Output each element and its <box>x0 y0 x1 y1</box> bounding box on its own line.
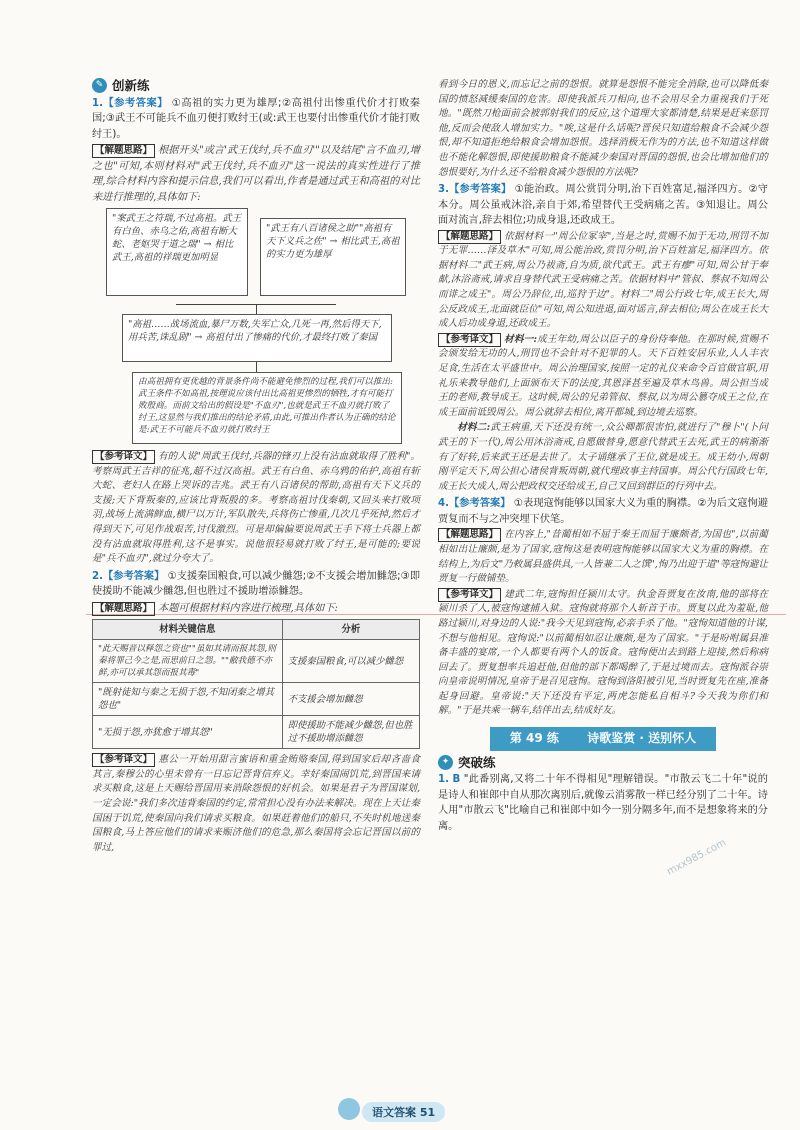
translation-part2: 武王病重,天下还没有统一,众公卿都很害怕,就进行了"穆卜"(卜问武王的下一代),周公用沐浴斋戒,自愿做替身,愿意代替武王去死,武王的病渐渐有了好转,后来武王还是去世了。太子诵继承了王位,就是成王。成王幼小,周朝刚平定天下,周公担心诸侯背叛周朝,就代理政事主持国事。周公代行国政七年,成王长大成人,周公把政权交还给成王,自己又回到群臣的行列中去。 <box>438 422 769 492</box>
analysis-label: 【解题思路】 <box>438 528 501 542</box>
answer-tag: 【参考答案】 <box>102 570 165 582</box>
lesson-title: 诗歌鉴赏 · 送别怀人 <box>577 729 706 749</box>
table-cell: "既射徒知与秦之无损于怨,不知闭秦之增其怨也" <box>93 683 283 716</box>
left-column <box>92 78 420 856</box>
answer-tag: 【参考答案】 <box>448 498 511 510</box>
reasoning-diagram <box>92 208 420 446</box>
analysis-label: 【解题思路】 <box>92 602 155 616</box>
q3-answer <box>438 182 768 229</box>
analysis-table <box>92 619 420 749</box>
answer-explanation: "此番别离,又将二十年不得相见"理解错误。"市散云飞二十年"说的是诗人和崔郎中自从那次离别后,就像云消雾散一样已经分别了二十年。诗人用"市散云飞"比喻自己和崔郎中如今一别分隔多年,而不是想象将来的分离。 <box>438 774 768 832</box>
table-header: 材料关键信息 <box>93 620 283 640</box>
breakthrough-answer <box>438 772 768 834</box>
translation-part1: 成王年幼,周公以臣子的身份侍奉他。在那时候,赏赐不会颁发给无功的人,刑罚也不会针对不犯罪的人。天下百姓安居乐业,人人丰衣足食,生活在太平盛世中。周公治理国家,按照一定的礼仪来命令百官做官职,用礼乐来教导他们,上面颁布天下的法度,其恩泽甚至遍及草木鸟兽。周公担当成王的老师,教导成王。这时候,周公的兄弟管叔、蔡叔,以为周公篡夺成王之位,在成王面前诋毁周公。周公就辞去相位,离开都城,到边境去巡察。 <box>438 333 768 418</box>
section-title: 突破练 <box>458 754 496 770</box>
q3-translation-2 <box>438 421 768 494</box>
table-cell: 支援秦国粮食,可以减少雠怨 <box>282 640 419 683</box>
table-cell: 即使援助不能减少雠怨,但也胜过不援助增添雠怨 <box>282 716 419 749</box>
connector-arrow <box>256 304 257 314</box>
translation-part1-head: 材料一: <box>504 333 538 345</box>
analysis-text: 根据开头"或言'武王伐纣,兵不血刃'"以及结尾"言不血刃,增之也"可知,本则材料对"武王伐纣,兵不血刃"这一说法的真实性进行了推理,综合材料内容和提示信息,我们可以看出,作者是通过武王和高祖的对比来进行推理的,具体如下: <box>92 145 420 203</box>
table-row <box>93 716 420 749</box>
watermark: mxx985.com <box>665 837 728 878</box>
q4-answer <box>438 496 768 527</box>
translation-label: 【参考译文】 <box>438 333 501 347</box>
diagram-box-cost: "高祖……战场流血,暴尸万数,失军亡众,几死一再,然后得天下,用兵苦,诛乱剧" → 高祖付出了惨痛的代价,才最终打败了秦国 <box>122 314 392 362</box>
section-icon: ✎ <box>92 78 107 93</box>
section-header-innovation <box>92 78 420 94</box>
analysis-label: 【解题思路】 <box>92 144 155 158</box>
analysis-text: 本题可根据材料内容进行梳理,具体如下: <box>158 602 338 614</box>
lesson-number: 第 49 练 <box>500 729 569 749</box>
answer-letter: B <box>452 774 461 786</box>
table-cell: "无损于怨,亦犹愈于增其怨" <box>93 716 283 749</box>
translation-label: 【参考译文】 <box>438 588 501 602</box>
q3-translation <box>438 333 768 421</box>
q1-translation <box>92 450 420 567</box>
diagram-box-omens: "案武王之符瑞,不过高祖。武王有白鱼、赤乌之佑,高祖有断大蛇、老妪哭于道之瑞" → 相比武王,高祖的祥瑞更加明显 <box>106 208 248 296</box>
right-column <box>438 78 768 835</box>
question-number: 4. <box>438 498 449 510</box>
lesson-banner <box>438 727 768 751</box>
q2-translation-continued: 看到今日的恩义,而忘记之前的怨恨。就算是怨恨不能完全消除,也可以降低秦国的愤怒减缓秦国的危害。即使我派兵刀相向,也不会用尽全力重视我们于死地。"既然刀枪面前会被郭射我们的反应,这个道理大家都清楚,结果是赶来惩罚他,反而会使敌人增加实力。"唉,这是什么话呢?晋侯只知道给粮食不会减少怨恨,却不知道拒绝给粮食会增加怨恨。选择消极无作为的方法,也不知道这样做也不能化解怨恨,即使援助粮食不能减少秦国对晋国的怨恨,也会比增加他们的怨恨要好,为什么还不给粮食减少怨恨的方法呢? <box>438 79 768 178</box>
question-number: 1. <box>438 774 449 786</box>
answer-tag: 【参考答案】 <box>448 184 512 196</box>
section-title: 创新练 <box>112 78 150 93</box>
q3-analysis <box>438 230 768 332</box>
translation-text: 惠公一开始用甜言蜜语和重金贿赂秦国,得到国家后却吝啬食其言,秦穆公的心里未曾有一日忘记晋背信弃义。幸好秦国闹饥荒,到晋国来请求买粮食,这是上天赐给晋国用来消除怨恨的好机会。如果是君子为晋国谋划,一定会说:"我们多次违背秦国的约定,常常担心没有办法来解决。现在上天让秦国困于饥荒,使秦国向我们请求买粮食。如果赶着他们的船只,不失时机地送秦国粮食,马上答应他们的请求来赈济他们的危急,那么秦国将会忘记晋国以前的罪过, <box>92 754 420 853</box>
answer-tag: 【参考答案】 <box>102 97 168 109</box>
translation-text: 建武二年,寇恂担任颍川太守。执金吾贾复在汝南,他的部将在颍川杀了人,被寇恂逮捕入狱。寇恂就将那个人斩首于市。贾复以此为羞耻,他路过颍川,对身边的人说:"我今天见到寇恂,必亲手杀了他。"寇恂知道他的计谋,不想与他相见。寇恂说:"以前蔺相如忍让廉颇,是为了国家。"于是吩咐属县准备丰盛的宴席,一个人都要有两个人的饭食。寇恂便出去到路上迎接,然后称病回去了。贾复想率兵追赶他,但他的部下都喝醉了,于是过境而去。寇恂派谷崇向皇帝说明情况,皇帝于是召见寇恂。寇恂到洛阳被引见,当时贾复先在座,准备起身回避。皇帝说:"天下还没有平定,两虎怎能私自相斗?今天我为你们和解。"于是共乘一辆车,结伴出去,结成好友。 <box>438 588 768 717</box>
lesson-banner-label <box>490 727 716 751</box>
table-row <box>93 683 420 716</box>
diagram-box-strength: "武王有八百诸侯之助""高祖有天下义兵之佐" → 相比武王,高祖的实力更为雄厚 <box>260 218 406 296</box>
table-header: 分析 <box>282 620 419 640</box>
q4-analysis <box>438 528 768 586</box>
answer-text: ①能治政。周公赏罚分明,治下百姓富足,福泽四方。②守本分。周公虽戒沐浴,亲自于郊,希望替代王受病痛之苦。③知退让。周公面对流言,辞去相位;功成身退,还政成王。 <box>438 184 768 227</box>
table-row <box>93 640 420 683</box>
q2-translation <box>92 753 420 855</box>
connector-arrow <box>256 362 257 372</box>
translation-part2-head: 材料二: <box>457 422 491 434</box>
diagram-box-conclusion: 由高祖拥有更优越的背景条件尚不能避免惨烈的过程,我们可以推出:武王条件不如高祖,按理说应该付出比高祖更惨烈的牺牲,才有可能打败殷商。而前文给出的假设是"不血刃",也就是武王不血刃就打败了纣王,这显然与我们推出的结论矛盾,由此,可推出作者认为正确的结论是:武王不可能兵不血刃就打败纣王 <box>132 372 402 444</box>
page-footer <box>338 1098 488 1122</box>
table-cell: "此天赐晋以释怨之资也""虽如其请而报其怨,则秦将罪己今之是,而思前日之怨。""敝我德不亦鲜,亦可以承其怨而报其毒" <box>93 640 283 683</box>
question-number: 3. <box>438 184 449 196</box>
q4-translation <box>438 588 768 719</box>
answer-text: ①支援秦国粮食,可以减少雠怨;②不支援会增加雠怨;③即使援助不能减少雠怨,但也胜过不援助增添雠怨。 <box>92 570 421 598</box>
table-cell: 不支援会增加雠怨 <box>282 683 419 716</box>
answer-text: ①表现寇恂能够以国家大义为重的胸襟。②为后文寇恂避贾复而不与之冲突埋下伏笔。 <box>438 498 769 525</box>
analysis-text: 依据材料一"周公位冢宰",当是之时,赏赐不加于无功,刑罚不加于无罪……泽及草木"可知,周公能治政,赏罚分明,治下百姓富足,福泽四方。依据材料二"武王病,周公乃祓斋,自为质,欲代武王。武王有瘳"可知,周公甘于奉献,沐浴斋戒,请求自身替代武王受病痛之苦。依据材料中"管叔、蔡叔不知周公而诽之成王"。周公乃辞位,出,巡狩于边"。材料二"周公行政七年,成王长大,周公反政成王,北面就臣位"可知,周公知进退,面对谣言,辞去相位;周公在成王长大成人后功成身退,还政成王。 <box>438 230 768 330</box>
page-label: 语文答案 51 <box>362 1102 445 1122</box>
analysis-text: 在内容上,"昔蔺相如不屈于秦王而屈于廉颇者,为国也",以前蔺相如出让廉颇,是为了国家,寇恂这是表明寇恂能够以国家大义为重的胸襟。在结构上,为后文"乃敕属县盛供具,一人皆兼二人之馔",恂乃出迎于道"等寇恂避让贾复一行做铺垫。 <box>438 529 768 585</box>
section-header-breakthrough <box>438 755 768 771</box>
translation-label: 【参考译文】 <box>92 753 155 767</box>
question-number: 1. <box>92 97 103 109</box>
translation-label: 【参考译文】 <box>92 450 155 464</box>
q1-answer <box>92 96 420 143</box>
q2-answer <box>92 569 420 600</box>
q2-analysis <box>92 601 420 617</box>
question-number: 2. <box>92 570 103 582</box>
mascot-icon <box>338 1098 360 1120</box>
translation-text: 有的人说"周武王伐纣,兵器的锋刃上没有沾血就取得了胜利"。考察周武王吉祥的征兆,超不过汉高祖。武王有白鱼、赤乌鸦的佑护,高祖有斩大蛇、老妇人在路上哭诉的吉兆。武王有八百诸侯的帮助,高祖有天下义兵的支援;天下背叛秦的,应该比背叛殷的多。考察高祖讨伐秦朝,又回头来打败项羽,战场上流满鲜血,横尸以万计,军队散失,兵将伤亡惨重,几次几乎死掉,然后才得到天下,可见作战艰苦,讨伐激烈。可是却偏偏要说周武王手下将士兵器上都没有沾血就取得胜利,这不是事实。说他很轻易就打败了纣王,是可能的;要说是"兵不血刃",就过分夸大了。 <box>92 451 420 565</box>
q1-analysis <box>92 143 420 205</box>
section-icon: ✦ <box>438 755 453 770</box>
analysis-label: 【解题思路】 <box>438 230 501 244</box>
answer-text: ①高祖的实力更为雄厚;②高祖付出惨重代价才打败秦国;③武王不可能兵不血刃便打败纣王(或:武王也要付出惨重代价才能打败纣王)。 <box>92 97 420 140</box>
